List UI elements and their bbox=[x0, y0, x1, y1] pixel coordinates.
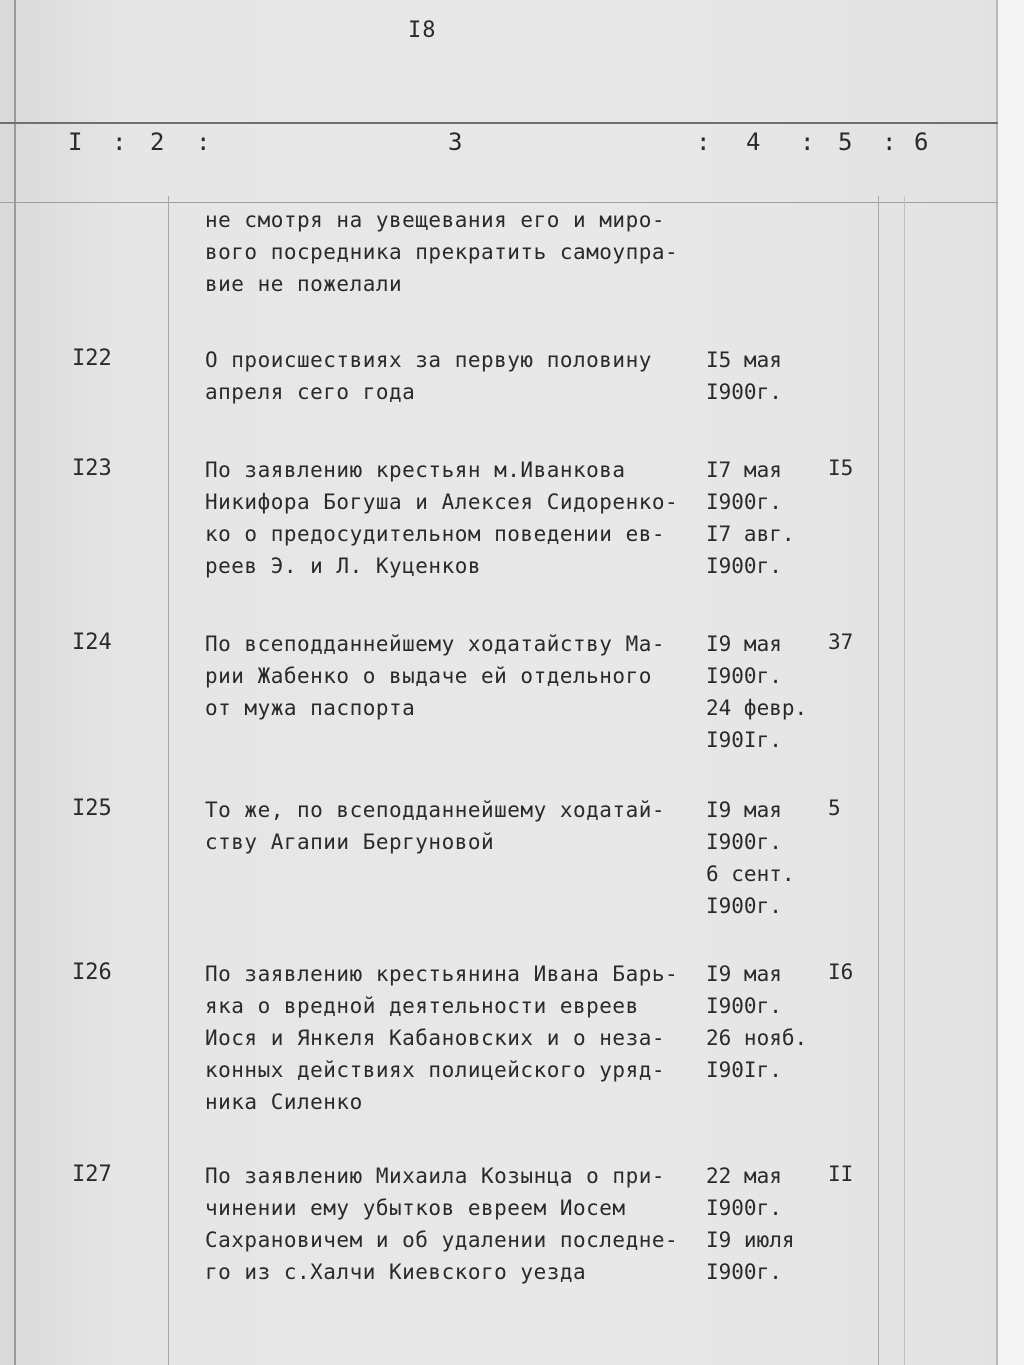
column-separator: : bbox=[882, 128, 897, 156]
entry-number: I24 bbox=[72, 630, 112, 655]
page-number: I8 bbox=[408, 18, 437, 43]
entry-dates: 22 мая I900г. I9 июля I900г. bbox=[706, 1164, 795, 1284]
binding-edge bbox=[0, 0, 16, 1365]
page-edge bbox=[996, 0, 1024, 1365]
column-3-label: 3 bbox=[448, 128, 463, 156]
entry-number: I26 bbox=[72, 960, 112, 985]
column-6-label: 6 bbox=[914, 128, 929, 156]
header-bottom-rule bbox=[0, 202, 998, 203]
entry-description: По заявлению Михаила Козынца о при- чинении ему убытков евреем Иосем Сахрановичем и об удалении последне- го из с.Халчи Киевского уезда bbox=[205, 1164, 679, 1284]
entry-number: I27 bbox=[72, 1162, 112, 1187]
column-4-label: 4 bbox=[746, 128, 761, 156]
column-rule bbox=[904, 196, 905, 1365]
continuation-text: не смотря на увещевания его и миро- вого посредника прекратить самоупра- вие не пожелали bbox=[205, 208, 679, 296]
column-2-label: 2 bbox=[150, 128, 165, 156]
column-5-label: 5 bbox=[838, 128, 853, 156]
column-separator: : bbox=[696, 128, 711, 156]
column-1-label: I bbox=[68, 128, 83, 156]
entry-description: То же, по всеподданнейшему ходатай- ству Агапии Бергуновой bbox=[205, 798, 666, 854]
entry-sheet-count: I6 bbox=[828, 960, 854, 984]
entry-description: По заявлению крестьянина Ивана Барь- яка о вредной деятельности евреев Иося и Янкеля Кабановских и о неза- конных действиях полицейского уряд- ника Силенко bbox=[205, 962, 679, 1114]
entry-dates: I7 мая I900г. I7 авг. I900г. bbox=[706, 458, 795, 578]
entry-sheet-count: I5 bbox=[828, 456, 854, 480]
column-separator: : bbox=[112, 128, 127, 156]
header-top-rule bbox=[0, 122, 998, 124]
entry-sheet-count: 37 bbox=[828, 630, 854, 654]
column-header bbox=[0, 128, 1000, 168]
column-separator: : bbox=[800, 128, 815, 156]
column-rule bbox=[168, 196, 169, 1365]
entry-number: I23 bbox=[72, 456, 112, 481]
entry-dates: I9 мая I900г. 6 сент. I900г. bbox=[706, 798, 795, 918]
column-rule bbox=[878, 196, 879, 1365]
column-separator: : bbox=[196, 128, 211, 156]
entry-sheet-count: II bbox=[828, 1162, 854, 1186]
entry-dates: I9 мая I900г. 24 февр. I90Iг. bbox=[706, 632, 808, 752]
entry-dates: I9 мая I900г. 26 нояб. I90Iг. bbox=[706, 962, 808, 1082]
entry-description: По всеподданнейшему ходатайству Ма- рии Жабенко о выдаче ей отдельного от мужа паспорта bbox=[205, 632, 666, 720]
entry-description: О происшествиях за первую половину апреля сего года bbox=[205, 348, 652, 404]
entry-sheet-count: 5 bbox=[828, 796, 841, 820]
entry-number: I22 bbox=[72, 346, 112, 371]
entry-dates: I5 мая I900г. bbox=[706, 348, 782, 404]
entry-number: I25 bbox=[72, 796, 112, 821]
entry-description: По заявлению крестьян м.Иванкова Никифора Богуша и Алексея Сидоренко- ко о предосудительном поведении ев- реев Э. и Л. Куценков bbox=[205, 458, 679, 578]
